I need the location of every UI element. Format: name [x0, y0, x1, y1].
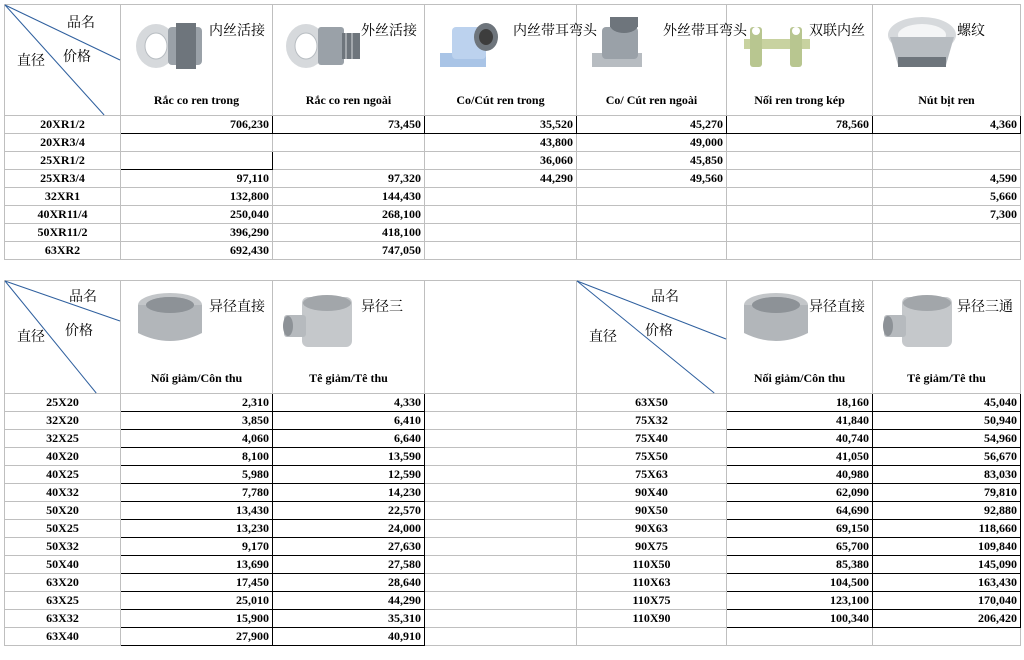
table-row — [5, 574, 1021, 592]
size-cell: 32X25 — [5, 430, 121, 448]
empty-cell — [425, 412, 577, 430]
diameter-label: 直径 — [17, 329, 45, 345]
size-cell: 50XR11/2 — [5, 224, 121, 242]
table-row — [5, 116, 1021, 134]
price-cell — [873, 242, 1021, 260]
product-header — [876, 281, 1017, 393]
price-cell: 78,560 — [727, 116, 873, 134]
price-cell: 49,000 — [577, 134, 727, 152]
product-header — [580, 5, 747, 115]
price-label: 价格 — [65, 323, 93, 339]
price-cell: 6,640 — [273, 430, 425, 448]
product-name-vietnamese: Rắc co ren trong — [153, 93, 240, 107]
price-cell: 163,430 — [873, 574, 1021, 592]
empty-cell — [425, 592, 577, 610]
price-cell — [727, 242, 873, 260]
price-cell: 13,590 — [273, 448, 425, 466]
price-cell: 14,230 — [273, 484, 425, 502]
price-cell — [727, 134, 873, 152]
product-header-4 — [727, 5, 873, 116]
price-cell: 132,800 — [121, 188, 273, 206]
size-cell: 20XR3/4 — [5, 134, 121, 152]
empty-header-cell — [425, 281, 577, 394]
product-name-vietnamese: Nút bịt ren — [918, 93, 975, 107]
product-name-chinese: 异径直接 — [209, 299, 265, 315]
price-cell: 7,780 — [121, 484, 273, 502]
size-cell: 32X20 — [5, 412, 121, 430]
product-name-vietnamese: Nối giảm/Côn thu — [150, 371, 243, 385]
empty-cell — [425, 628, 577, 646]
size-cell: 63X25 — [5, 592, 121, 610]
price-cell: 4,590 — [873, 170, 1021, 188]
price-cell: 18,160 — [727, 394, 873, 412]
price-cell: 64,690 — [727, 502, 873, 520]
size-cell: 63X32 — [5, 610, 121, 628]
top-price-table — [4, 4, 1021, 260]
price-cell: 41,050 — [727, 448, 873, 466]
size-cell: 20XR1/2 — [5, 116, 121, 134]
size-cell — [577, 628, 727, 646]
empty-cell — [425, 574, 577, 592]
size-cell: 90X75 — [577, 538, 727, 556]
price-cell: 9,170 — [121, 538, 273, 556]
product-name-label: 品名 — [69, 289, 97, 305]
price-cell: 706,230 — [121, 116, 273, 134]
table-row — [5, 538, 1021, 556]
size-cell: 90X50 — [577, 502, 727, 520]
product-header — [730, 5, 869, 115]
price-cell: 73,450 — [273, 116, 425, 134]
price-cell — [121, 134, 273, 152]
product-name-vietnamese: Nối ren trong kép — [754, 93, 845, 107]
reducing-coupling-icon — [130, 289, 212, 355]
product-name-chinese: 外丝带耳弯头 — [663, 23, 747, 39]
product-name-chinese: 内丝活接 — [209, 23, 265, 39]
table-row — [5, 628, 1021, 646]
price-cell: 85,380 — [727, 556, 873, 574]
product-header — [124, 281, 269, 393]
price-cell: 206,420 — [873, 610, 1021, 628]
price-cell: 6,410 — [273, 412, 425, 430]
price-label: 价格 — [63, 49, 91, 65]
diameter-label: 直径 — [17, 53, 45, 69]
table-row — [5, 484, 1021, 502]
size-cell: 110X63 — [577, 574, 727, 592]
price-cell: 118,660 — [873, 520, 1021, 538]
price-cell: 56,670 — [873, 448, 1021, 466]
size-cell: 25XR1/2 — [5, 152, 121, 170]
product-name-vietnamese: Co/ Cút ren ngoài — [605, 93, 698, 107]
price-cell: 692,430 — [121, 242, 273, 260]
product-name-vietnamese: Nối giảm/Côn thu — [753, 371, 846, 385]
price-cell — [727, 206, 873, 224]
size-cell: 40XR11/4 — [5, 206, 121, 224]
male-elbow-with-ear-icon — [586, 13, 668, 79]
price-cell: 4,060 — [121, 430, 273, 448]
product-header-left-1 — [273, 281, 425, 394]
size-cell: 63X20 — [5, 574, 121, 592]
price-cell — [577, 188, 727, 206]
price-cell: 54,960 — [873, 430, 1021, 448]
price-cell: 40,910 — [273, 628, 425, 646]
price-cell: 170,040 — [873, 592, 1021, 610]
product-name-chinese: 螺纹 — [957, 23, 985, 39]
union-male-fitting-icon — [282, 13, 364, 79]
price-cell: 5,660 — [873, 188, 1021, 206]
table-row — [5, 610, 1021, 628]
price-cell: 100,340 — [727, 610, 873, 628]
product-header — [730, 281, 869, 393]
table-row — [5, 224, 1021, 242]
product-header-1 — [273, 5, 425, 116]
price-cell — [577, 224, 727, 242]
price-cell: 27,900 — [121, 628, 273, 646]
table-row — [5, 170, 1021, 188]
price-cell: 44,290 — [425, 170, 577, 188]
reducing-coupling-icon — [736, 289, 818, 355]
size-cell: 32XR1 — [5, 188, 121, 206]
table-row — [5, 592, 1021, 610]
price-cell — [121, 152, 273, 170]
product-header-2 — [425, 5, 597, 116]
price-cell — [273, 134, 425, 152]
price-cell — [727, 628, 873, 646]
price-cell — [425, 206, 577, 224]
price-cell: 97,110 — [121, 170, 273, 188]
product-name-vietnamese: Co/Cút ren trong — [456, 93, 545, 107]
price-cell: 40,740 — [727, 430, 873, 448]
price-cell: 79,810 — [873, 484, 1021, 502]
price-cell: 22,570 — [273, 502, 425, 520]
female-elbow-with-ear-icon — [434, 13, 516, 79]
price-cell — [727, 188, 873, 206]
price-cell: 17,450 — [121, 574, 273, 592]
size-cell: 50X25 — [5, 520, 121, 538]
price-cell — [727, 224, 873, 242]
price-cell: 62,090 — [727, 484, 873, 502]
product-header-left-0 — [121, 281, 273, 394]
bottom-price-table — [4, 280, 1021, 646]
price-cell — [727, 152, 873, 170]
price-cell — [873, 628, 1021, 646]
size-cell: 75X50 — [577, 448, 727, 466]
price-cell — [425, 188, 577, 206]
price-cell: 65,700 — [727, 538, 873, 556]
price-cell: 69,150 — [727, 520, 873, 538]
price-cell: 44,290 — [273, 592, 425, 610]
price-cell: 13,690 — [121, 556, 273, 574]
price-cell — [425, 242, 577, 260]
price-cell: 28,640 — [273, 574, 425, 592]
product-name-chinese: 内丝带耳弯头 — [513, 23, 597, 39]
price-cell: 8,100 — [121, 448, 273, 466]
product-header-0 — [121, 5, 273, 116]
price-cell: 35,310 — [273, 610, 425, 628]
table-row — [5, 466, 1021, 484]
product-name-chinese: 外丝活接 — [361, 23, 417, 39]
product-header — [428, 5, 597, 115]
header-corner-cell-left — [5, 281, 121, 394]
table-row — [5, 520, 1021, 538]
size-cell: 50X40 — [5, 556, 121, 574]
price-cell — [577, 206, 727, 224]
price-cell: 12,590 — [273, 466, 425, 484]
diameter-label: 直径 — [589, 329, 617, 345]
price-cell: 109,840 — [873, 538, 1021, 556]
price-cell: 83,030 — [873, 466, 1021, 484]
price-cell: 27,630 — [273, 538, 425, 556]
price-cell: 5,980 — [121, 466, 273, 484]
price-cell — [873, 224, 1021, 242]
price-cell: 45,040 — [873, 394, 1021, 412]
empty-cell — [425, 538, 577, 556]
product-name-vietnamese: Tê giảm/Tê thu — [907, 371, 986, 385]
header-corner-cell-right — [577, 281, 727, 394]
product-header-3 — [577, 5, 747, 116]
price-cell: 27,580 — [273, 556, 425, 574]
empty-cell — [425, 430, 577, 448]
reducing-tee-icon — [882, 289, 964, 355]
price-cell: 4,360 — [873, 116, 1021, 134]
threaded-plug-icon — [882, 13, 964, 79]
size-cell: 40X20 — [5, 448, 121, 466]
price-cell: 747,050 — [273, 242, 425, 260]
price-cell: 13,230 — [121, 520, 273, 538]
price-cell: 15,900 — [121, 610, 273, 628]
product-header — [276, 5, 421, 115]
price-cell: 418,100 — [273, 224, 425, 242]
table-row — [5, 188, 1021, 206]
price-cell: 13,430 — [121, 502, 273, 520]
empty-cell — [425, 466, 577, 484]
price-cell: 40,980 — [727, 466, 873, 484]
price-cell: 3,850 — [121, 412, 273, 430]
double-female-connector-icon — [736, 13, 818, 79]
product-name-vietnamese: Rắc co ren ngoài — [305, 93, 392, 107]
product-header — [876, 5, 1017, 115]
table-row — [5, 206, 1021, 224]
table-row — [5, 242, 1021, 260]
size-cell: 50X20 — [5, 502, 121, 520]
price-cell — [577, 242, 727, 260]
price-cell — [273, 152, 425, 170]
size-cell: 75X63 — [577, 466, 727, 484]
size-cell: 110X50 — [577, 556, 727, 574]
price-cell: 250,040 — [121, 206, 273, 224]
price-cell: 144,430 — [273, 188, 425, 206]
price-label: 价格 — [645, 323, 673, 339]
union-female-fitting-icon — [130, 13, 212, 79]
size-cell: 63X40 — [5, 628, 121, 646]
price-cell — [425, 224, 577, 242]
reducing-tee-icon — [282, 289, 364, 355]
table-row — [5, 430, 1021, 448]
empty-cell — [425, 520, 577, 538]
size-cell: 75X32 — [577, 412, 727, 430]
size-cell: 75X40 — [577, 430, 727, 448]
price-cell: 268,100 — [273, 206, 425, 224]
price-cell: 7,300 — [873, 206, 1021, 224]
size-cell: 25XR3/4 — [5, 170, 121, 188]
product-header — [124, 5, 269, 115]
price-cell — [873, 134, 1021, 152]
price-cell: 50,940 — [873, 412, 1021, 430]
price-cell: 35,520 — [425, 116, 577, 134]
table-row — [5, 134, 1021, 152]
price-cell: 45,270 — [577, 116, 727, 134]
price-cell — [873, 152, 1021, 170]
size-cell: 40X32 — [5, 484, 121, 502]
table-row — [5, 152, 1021, 170]
price-cell: 49,560 — [577, 170, 727, 188]
price-cell: 145,090 — [873, 556, 1021, 574]
header-corner-cell — [5, 5, 121, 116]
size-cell: 63XR2 — [5, 242, 121, 260]
product-name-chinese: 异径三 — [361, 299, 403, 315]
price-cell: 123,100 — [727, 592, 873, 610]
product-header-5 — [873, 5, 1021, 116]
size-cell: 110X75 — [577, 592, 727, 610]
size-cell: 50X32 — [5, 538, 121, 556]
product-header-right-0 — [727, 281, 873, 394]
product-name-chinese: 异径三通 — [957, 299, 1013, 315]
product-header-right-1 — [873, 281, 1021, 394]
price-cell: 45,850 — [577, 152, 727, 170]
product-name-label: 品名 — [651, 289, 679, 305]
empty-cell — [425, 448, 577, 466]
price-cell: 92,880 — [873, 502, 1021, 520]
product-name-chinese: 双联内丝 — [809, 23, 865, 39]
product-header — [276, 281, 421, 393]
table-row — [5, 556, 1021, 574]
size-cell: 63X50 — [577, 394, 727, 412]
product-name-chinese: 异径直接 — [809, 299, 865, 315]
size-cell: 25X20 — [5, 394, 121, 412]
price-cell: 43,800 — [425, 134, 577, 152]
price-cell: 25,010 — [121, 592, 273, 610]
product-name-vietnamese: Tê giảm/Tê thu — [309, 371, 388, 385]
price-cell — [727, 170, 873, 188]
size-cell: 90X63 — [577, 520, 727, 538]
table-row — [5, 448, 1021, 466]
size-cell: 110X90 — [577, 610, 727, 628]
price-cell: 97,320 — [273, 170, 425, 188]
price-cell: 2,310 — [121, 394, 273, 412]
price-cell: 41,840 — [727, 412, 873, 430]
table-row — [5, 412, 1021, 430]
price-cell: 104,500 — [727, 574, 873, 592]
empty-cell — [425, 610, 577, 628]
size-cell: 40X25 — [5, 466, 121, 484]
table-row — [5, 502, 1021, 520]
price-cell: 4,330 — [273, 394, 425, 412]
empty-cell — [425, 502, 577, 520]
price-cell: 24,000 — [273, 520, 425, 538]
empty-cell — [425, 484, 577, 502]
size-cell: 90X40 — [577, 484, 727, 502]
product-name-label: 品名 — [67, 15, 95, 31]
price-cell: 396,290 — [121, 224, 273, 242]
table-row — [5, 394, 1021, 412]
empty-cell — [425, 556, 577, 574]
price-cell: 36,060 — [425, 152, 577, 170]
empty-cell — [425, 394, 577, 412]
